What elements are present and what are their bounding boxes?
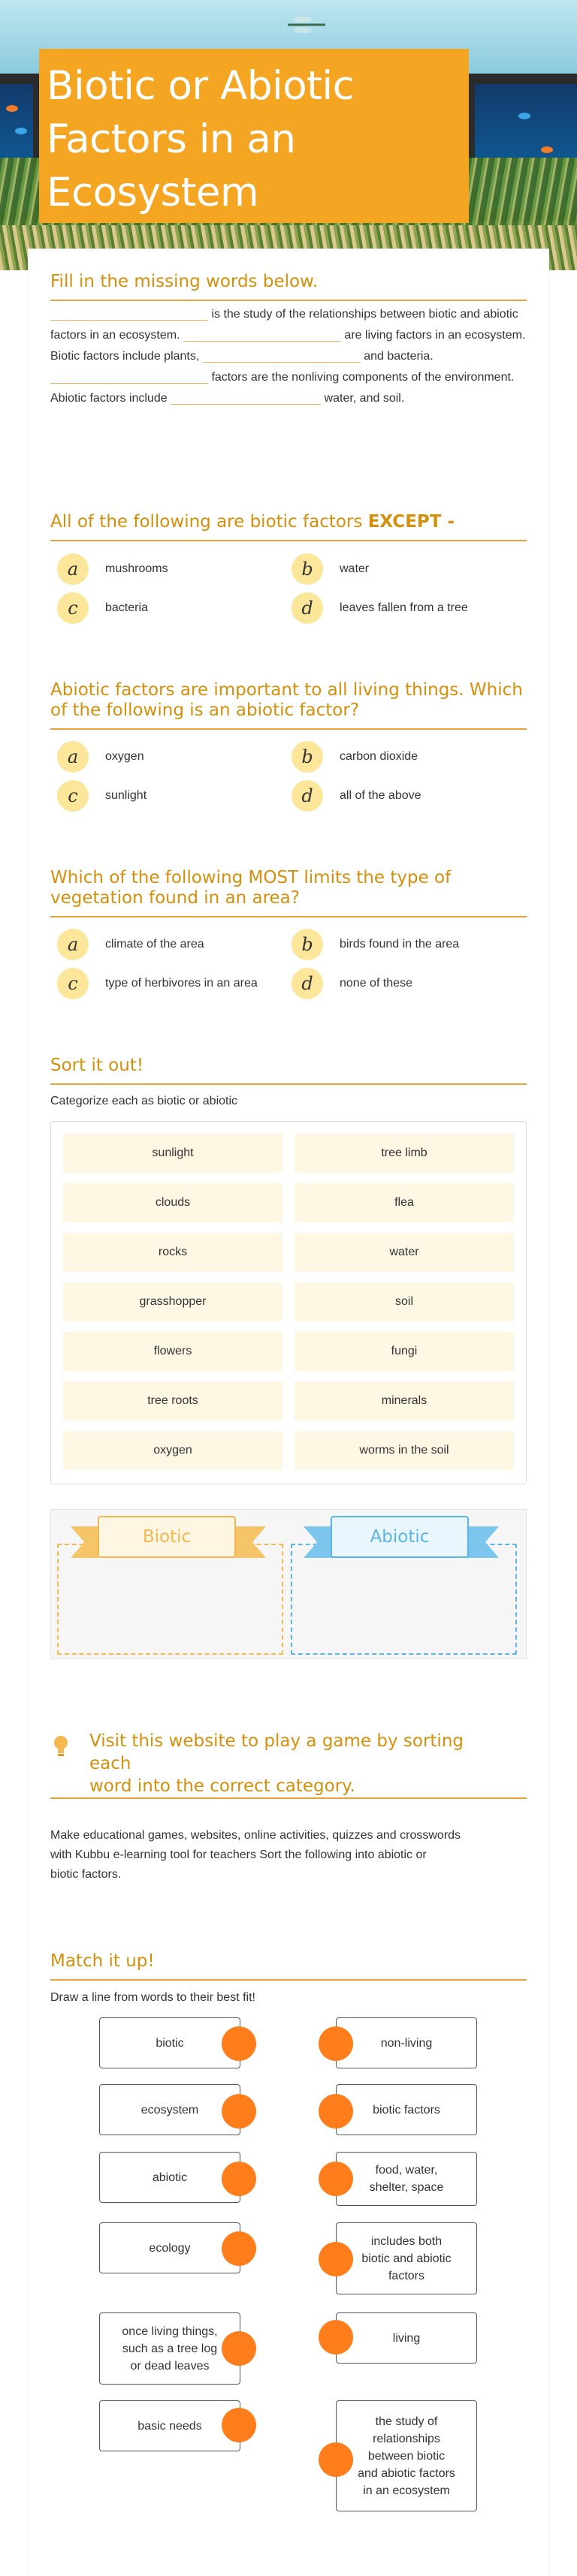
option-text: type of herbivores in an area bbox=[105, 977, 258, 990]
option-text: all of the above bbox=[340, 789, 421, 802]
question-3-heading bbox=[50, 868, 527, 917]
match-left-item bbox=[99, 2222, 240, 2273]
sort-item[interactable]: tree roots bbox=[63, 1381, 282, 1421]
tip-block bbox=[50, 1730, 527, 1799]
match-text: includes both bbox=[370, 2234, 443, 2248]
fish-icon bbox=[541, 146, 553, 153]
fish-icon bbox=[6, 105, 18, 112]
match-instruction: Draw a line from words to their best fit! bbox=[50, 1991, 255, 2004]
match-right-item bbox=[336, 2017, 477, 2068]
match-right-item bbox=[336, 2152, 477, 2206]
match-text: basic needs bbox=[137, 2419, 202, 2433]
tip-link-text[interactable] bbox=[89, 1730, 510, 1797]
match-right-item bbox=[336, 2312, 477, 2364]
match-left-handle[interactable] bbox=[222, 2408, 256, 2442]
sort-item[interactable]: water bbox=[295, 1233, 514, 1272]
option-letter: c bbox=[57, 968, 89, 999]
match-right-item bbox=[336, 2084, 477, 2135]
description-line: Make educational games, websites, online activities, quizzes and crosswords bbox=[50, 1829, 461, 1842]
sort-item[interactable]: clouds bbox=[63, 1183, 282, 1222]
match-text: factors bbox=[388, 2269, 424, 2282]
option-text: sunlight bbox=[105, 789, 147, 802]
option-2c[interactable] bbox=[57, 780, 147, 812]
biotic-label: Biotic bbox=[98, 1516, 236, 1558]
sort-item[interactable]: fungi bbox=[295, 1332, 514, 1371]
header-banner bbox=[0, 0, 577, 270]
option-text: none of these bbox=[340, 977, 412, 990]
fill-in-segment: is the study of the relationships between biotic and abiotic factors in an ecosystem. bbox=[50, 308, 518, 342]
option-letter: b bbox=[292, 553, 323, 585]
match-left-handle[interactable] bbox=[222, 2026, 256, 2061]
option-text: mushrooms bbox=[105, 562, 168, 575]
option-2d[interactable] bbox=[292, 780, 421, 812]
match-text: abiotic bbox=[152, 2171, 188, 2184]
sort-item[interactable]: soil bbox=[295, 1282, 514, 1321]
fill-in-segment: factors are the nonliving components of the environment. Abiotic factors include bbox=[50, 371, 515, 405]
option-text: leaves fallen from a tree bbox=[340, 601, 468, 614]
option-3d[interactable] bbox=[292, 968, 412, 999]
match-right-handle[interactable] bbox=[319, 2242, 353, 2276]
match-text: the study of bbox=[375, 2415, 438, 2428]
question-heading-line: of the following is an abiotic factor? bbox=[50, 700, 360, 720]
match-text: between biotic bbox=[367, 2449, 446, 2463]
question-1-heading bbox=[50, 512, 527, 541]
option-letter: c bbox=[57, 780, 89, 812]
option-letter: d bbox=[292, 780, 323, 812]
fill-in-segment: are living factors in an ecosystem. Biotic factors include plants, bbox=[50, 329, 526, 363]
option-text: bacteria bbox=[105, 601, 148, 614]
option-letter: b bbox=[292, 929, 323, 960]
sort-item[interactable]: flowers bbox=[63, 1332, 282, 1371]
match-left-handle[interactable] bbox=[222, 2231, 256, 2266]
match-text: biotic and abiotic bbox=[361, 2252, 452, 2265]
sort-item[interactable]: grasshopper bbox=[63, 1282, 282, 1321]
match-left-item bbox=[99, 2017, 240, 2068]
option-text: oxygen bbox=[105, 750, 144, 763]
tip-description bbox=[50, 1826, 531, 1885]
match-left-item bbox=[99, 2152, 240, 2203]
tip-line: word into the correct category. bbox=[89, 1776, 355, 1796]
match-text: living bbox=[392, 2331, 421, 2345]
option-text: birds found in the area bbox=[340, 938, 460, 951]
option-letter: b bbox=[292, 741, 323, 773]
abiotic-ribbon bbox=[304, 1516, 499, 1558]
lightbulb-icon bbox=[53, 1735, 69, 1758]
sort-item[interactable]: worms in the soil bbox=[295, 1431, 514, 1470]
match-text: food, water, bbox=[375, 2164, 438, 2177]
match-text: relationships bbox=[373, 2432, 440, 2445]
title-line: Ecosystem bbox=[47, 170, 259, 215]
match-text: ecosystem bbox=[140, 2103, 199, 2117]
sort-item[interactable]: minerals bbox=[295, 1381, 514, 1421]
match-heading: Match it up! bbox=[50, 1951, 527, 1981]
title-line: Biotic or Abiotic bbox=[47, 63, 355, 109]
option-text: climate of the area bbox=[105, 938, 204, 951]
question-heading-line: Which of the following MOST limits the type of bbox=[50, 868, 452, 887]
page-title-box bbox=[39, 49, 469, 223]
fill-in-segment: water, and soil. bbox=[324, 392, 405, 405]
question-heading-text: All of the following are biotic factors bbox=[50, 512, 368, 532]
blank-input[interactable] bbox=[171, 390, 321, 405]
option-letter: d bbox=[292, 968, 323, 999]
match-right-handle[interactable] bbox=[319, 2026, 353, 2061]
abiotic-label: Abiotic bbox=[331, 1516, 469, 1558]
sort-item[interactable]: tree limb bbox=[295, 1134, 514, 1173]
question-heading-line: Abiotic factors are important to all living things. Which bbox=[50, 680, 523, 700]
match-text: biotic factors bbox=[373, 2103, 440, 2117]
blank-input[interactable] bbox=[50, 369, 208, 384]
match-right-item bbox=[336, 2400, 477, 2511]
option-text: water bbox=[340, 562, 370, 575]
match-text: non-living bbox=[380, 2036, 433, 2050]
option-1d[interactable] bbox=[292, 592, 468, 624]
match-text: biotic bbox=[156, 2036, 184, 2050]
option-1b[interactable] bbox=[292, 553, 369, 585]
abiotic-drop-zone[interactable] bbox=[291, 1544, 517, 1655]
description-line: biotic factors. bbox=[50, 1868, 122, 1881]
option-1a[interactable] bbox=[57, 553, 168, 585]
option-text: carbon dioxide bbox=[340, 750, 418, 763]
match-left-handle[interactable] bbox=[222, 2331, 256, 2366]
biotic-ribbon bbox=[71, 1516, 266, 1558]
option-3b[interactable] bbox=[292, 929, 459, 960]
match-left-item bbox=[99, 2312, 240, 2385]
option-3a[interactable] bbox=[57, 929, 204, 960]
fill-in-heading: Fill in the missing words below. bbox=[50, 272, 527, 301]
fish-icon bbox=[518, 113, 530, 119]
sort-items-box bbox=[50, 1121, 527, 1484]
option-letter: a bbox=[57, 741, 89, 773]
fill-in-text bbox=[50, 304, 527, 409]
option-letter: a bbox=[57, 553, 89, 585]
option-2b[interactable] bbox=[292, 741, 418, 773]
sort-item[interactable]: rocks bbox=[63, 1233, 282, 1272]
sort-instruction: Categorize each as biotic or abiotic bbox=[50, 1095, 238, 1107]
match-right-handle[interactable] bbox=[319, 2442, 353, 2477]
question-heading-emphasis: EXCEPT - bbox=[367, 512, 455, 532]
match-text: such as a tree log bbox=[122, 2342, 218, 2355]
match-right-handle[interactable] bbox=[319, 2162, 353, 2196]
option-letter: d bbox=[292, 592, 323, 624]
blank-input[interactable] bbox=[203, 348, 361, 363]
tip-line: Visit this website to play a game by sorting each bbox=[89, 1731, 464, 1773]
match-text: in an ecosystem bbox=[363, 2484, 450, 2497]
sort-heading: Sort it out! bbox=[50, 1056, 527, 1085]
blank-input[interactable] bbox=[183, 327, 341, 342]
match-text: shelter, space bbox=[369, 2181, 444, 2194]
match-text: ecology bbox=[149, 2241, 191, 2255]
match-right-handle[interactable] bbox=[319, 2094, 353, 2129]
match-left-item bbox=[99, 2084, 240, 2135]
option-1c[interactable] bbox=[57, 592, 148, 624]
match-left-handle[interactable] bbox=[222, 2094, 256, 2129]
fish-icon bbox=[15, 128, 27, 134]
question-2-heading bbox=[50, 680, 527, 730]
blank-input[interactable] bbox=[50, 306, 208, 321]
page-title bbox=[47, 59, 469, 219]
match-left-item bbox=[99, 2400, 240, 2451]
sort-item[interactable]: sunlight bbox=[63, 1134, 282, 1173]
match-text: and abiotic factors bbox=[358, 2466, 455, 2480]
sort-item[interactable]: flea bbox=[295, 1183, 514, 1222]
option-letter: a bbox=[57, 929, 89, 960]
category-drop-area bbox=[50, 1509, 527, 1659]
biotic-drop-zone[interactable] bbox=[57, 1544, 283, 1655]
description-line: with Kubbu e-learning tool for teachers Sort the following into abiotic or bbox=[50, 1848, 427, 1861]
fill-in-segment: and bacteria. bbox=[364, 350, 434, 363]
match-left-handle[interactable] bbox=[222, 2162, 256, 2196]
match-right-handle[interactable] bbox=[319, 2320, 353, 2355]
option-3c[interactable] bbox=[57, 968, 258, 999]
match-text: or dead leaves bbox=[130, 2359, 210, 2373]
match-right-item bbox=[336, 2222, 477, 2294]
match-text: once living things, bbox=[122, 2324, 218, 2338]
option-2a[interactable] bbox=[57, 741, 144, 773]
option-letter: c bbox=[57, 592, 89, 624]
title-line: Factors in an bbox=[47, 116, 296, 162]
dragonfly-icon bbox=[284, 14, 329, 36]
sort-item[interactable]: oxygen bbox=[63, 1431, 282, 1470]
question-heading-line: vegetation found in an area? bbox=[50, 888, 300, 908]
